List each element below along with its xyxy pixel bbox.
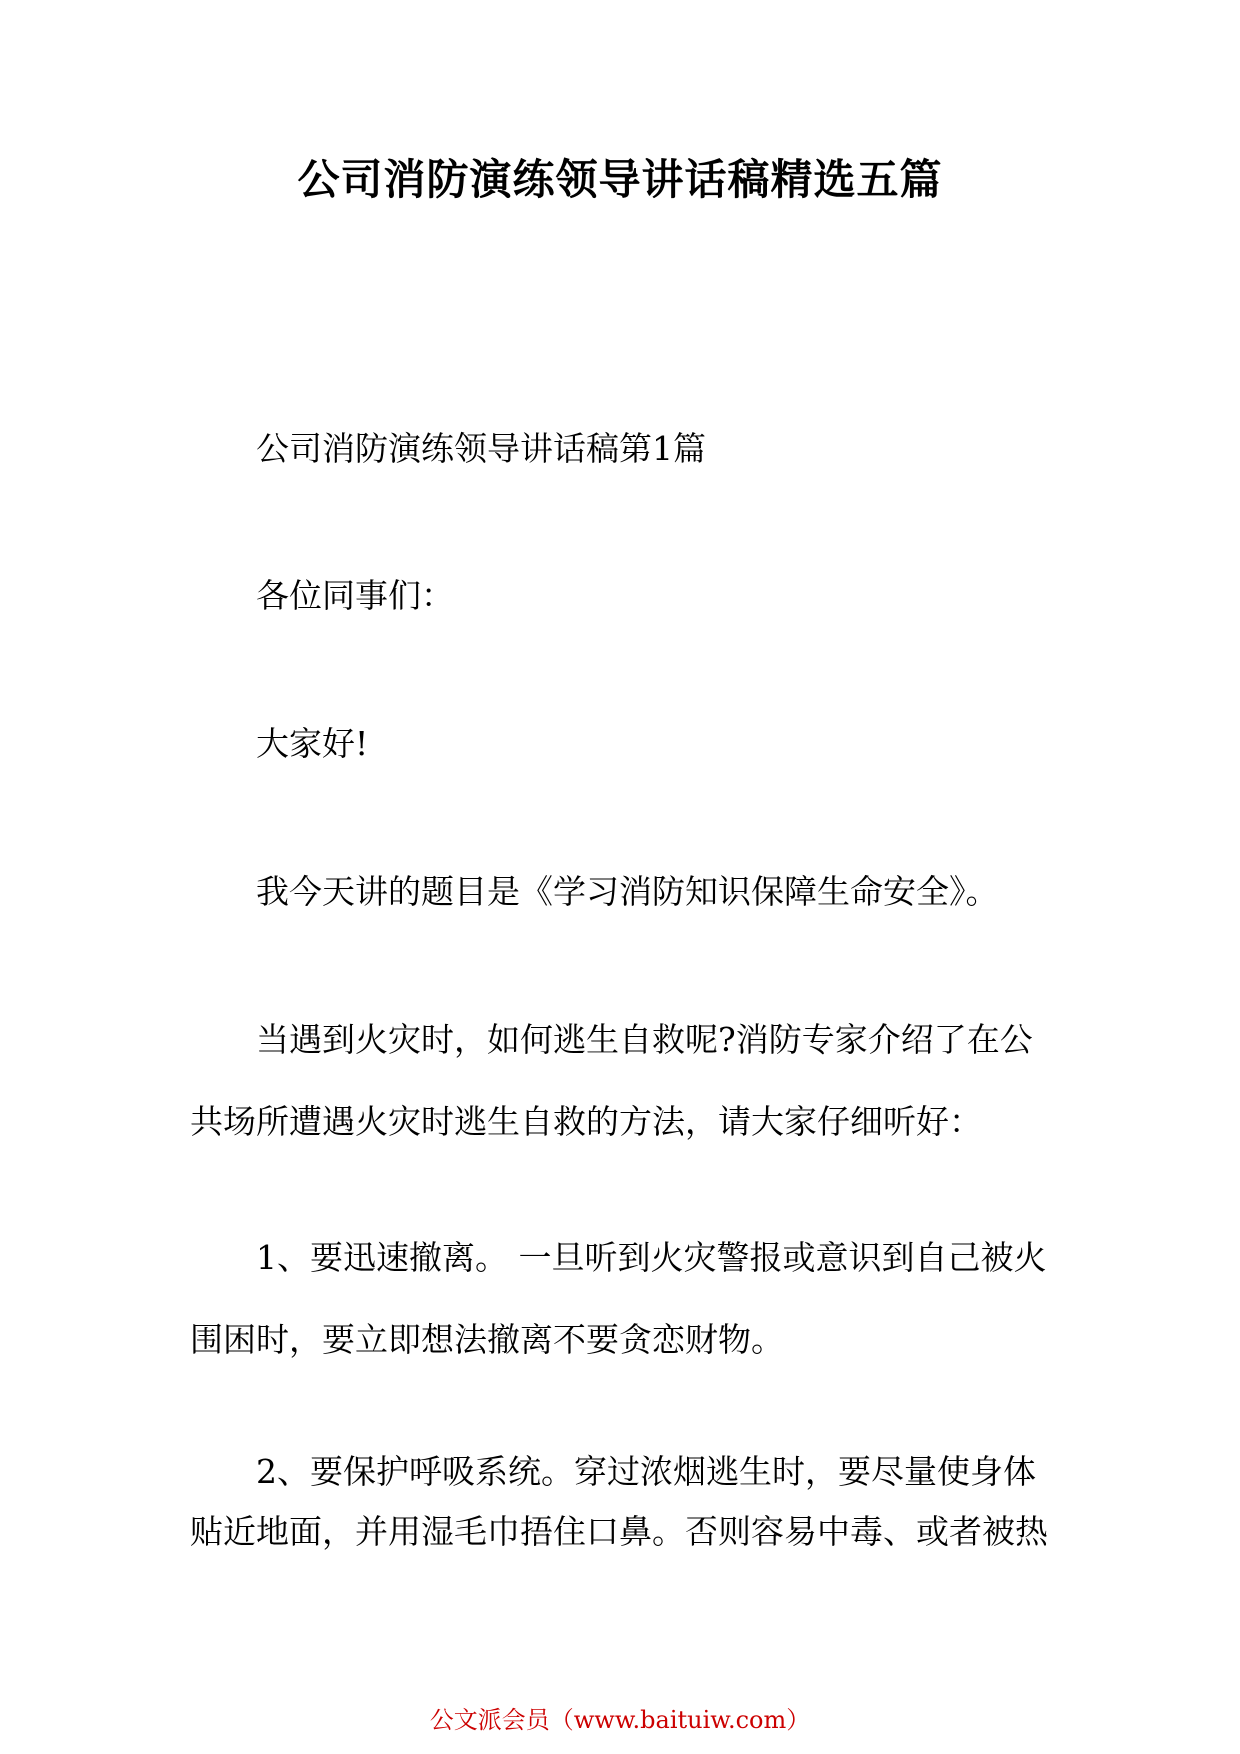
paragraph-topic: 我今天讲的题目是《学习消防知识保障生命安全》。: [256, 872, 999, 911]
paragraph-point-1: 1、要迅速撤离。 一旦听到火灾警报或意识到自己被火围困时，要立即想法撤离不要贪恋财物。: [190, 1238, 1047, 1359]
footer-watermark: 公文派会员（www.baituiw.com）: [429, 1706, 811, 1734]
paragraph-greeting: 各位同事们：: [256, 576, 454, 615]
section-heading: 公司消防演练领导讲话稿第1篇: [256, 429, 706, 468]
document-title: 公司消防演练领导讲话稿精选五篇: [297, 155, 943, 204]
paragraph-point-2: 2、要保护呼吸系统。穿过浓烟逃生时，要尽量使身体贴近地面，并用湿毛巾捂住口鼻。否则容易中毒、或者被热: [190, 1452, 1048, 1551]
paragraph-hello: 大家好!: [256, 724, 369, 763]
paragraph-intro: 当遇到火灾时，如何逃生自救呢?消防专家介绍了在公共场所遭遇火灾时逃生自救的方法，请大家仔细听好：: [190, 1020, 1033, 1141]
